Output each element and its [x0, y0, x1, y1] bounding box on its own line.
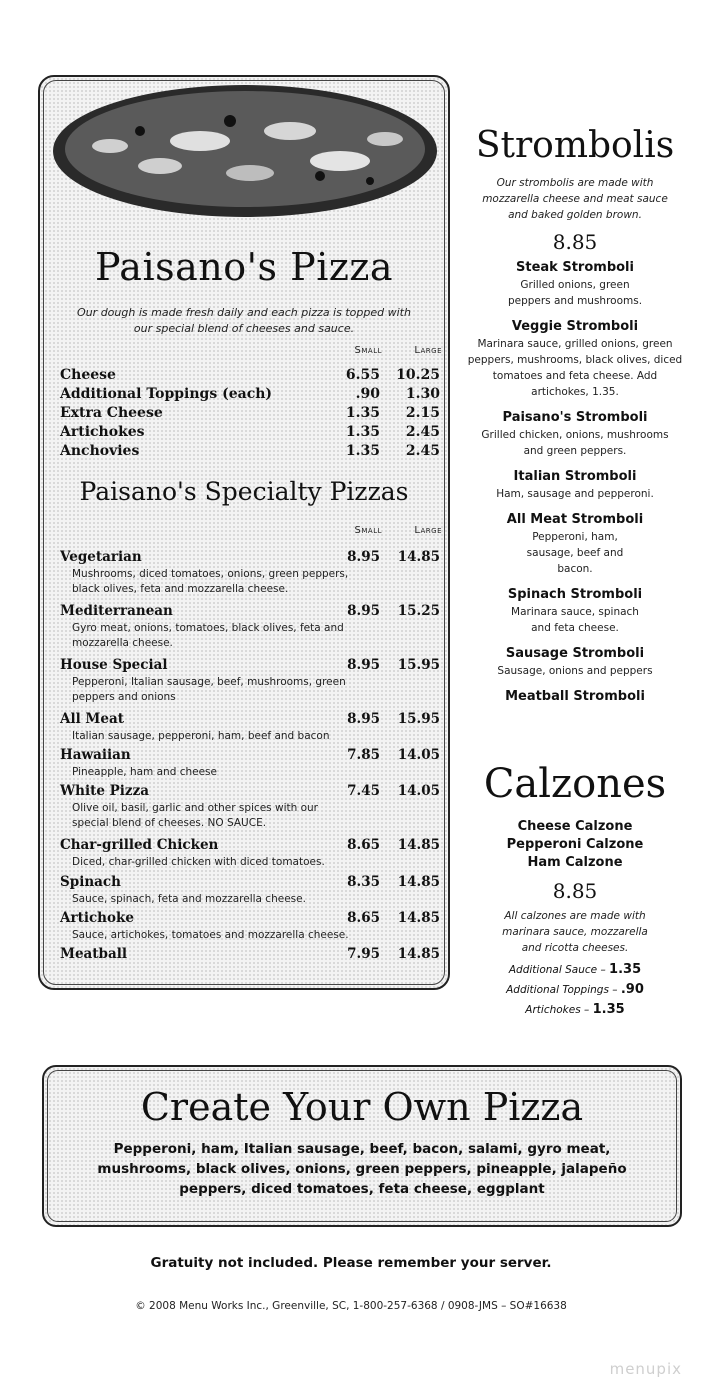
pizza-item-small-price: 1.35: [345, 405, 380, 421]
specialty-item-name: Vegetarian: [60, 549, 142, 565]
specialty-item-desc: Sauce, spinach, feta and mozzarella cheese.: [72, 893, 306, 905]
specialty-item-large-price: 15.95: [397, 657, 440, 673]
pizza-illustration: [50, 81, 440, 221]
calzone-extra-price: 1.35: [609, 962, 642, 977]
specialty-item-desc: Olive oil, basil, garlic and other spices with our special blend of cheeses. NO SAUCE.: [72, 802, 318, 829]
specialty-item: [60, 711, 440, 744]
pizza-item-small-price: 1.35: [345, 424, 380, 440]
pizza-item-name: Artichokes: [60, 424, 145, 440]
stromboli-item: [455, 511, 695, 577]
specialty-item-desc: Pepperoni, Italian sausage, beef, mushrooms, green peppers and onions: [72, 676, 346, 703]
specialty-item: [60, 657, 440, 705]
specialty-item-small-price: 8.95: [347, 603, 380, 619]
calzone-extra: Additional Sauce – 1.35: [508, 962, 642, 977]
specialty-item-name: House Special: [60, 657, 168, 673]
specialty-item: [60, 747, 440, 780]
pizza-item: [60, 386, 440, 405]
specialty-item: [60, 837, 440, 870]
calzone-name: Ham Calzone: [527, 855, 623, 870]
stromboli-name: Steak Stromboli: [516, 260, 634, 275]
stromboli-desc: Grilled chicken, onions, mushrooms and green peppers.: [481, 429, 669, 457]
stromboli-desc: Sausage, onions and peppers: [497, 665, 653, 677]
copyright: © 2008 Menu Works Inc., Greenville, SC, 1-800-257-6368 / 0908-JMS – SO#16638: [135, 1300, 567, 1312]
calzone-extra-label: Artichokes: [525, 1004, 581, 1016]
stromboli-desc: Marinara sauce, spinach and feta cheese.: [511, 606, 639, 634]
strombolis-price: 8.85: [552, 230, 598, 254]
pizza-item: [60, 405, 440, 424]
specialty-item-small-price: 8.95: [347, 549, 380, 565]
pizza-item-name: Anchovies: [60, 443, 140, 459]
pizza-item-small-price: .90: [355, 386, 380, 402]
stromboli-name: Spinach Stromboli: [507, 587, 643, 602]
specialty-item-desc: Mushrooms, diced tomatoes, onions, green peppers, black olives, feta and mozzarella cheese.: [72, 568, 349, 595]
specialty-item-name: Mediterranean: [60, 603, 173, 619]
calzones-title: Calzones: [483, 761, 667, 807]
specialty-item-small-price: 7.95: [347, 946, 380, 962]
specialty-item-small-price: 7.45: [347, 783, 380, 799]
specialty-item-large-price: 15.25: [397, 603, 440, 619]
specialty-item-small-price: 8.65: [347, 910, 380, 926]
specialty-item-small-price: 8.95: [347, 711, 380, 727]
create-your-own-panel: [42, 1065, 682, 1227]
specialty-item-small-price: 7.85: [347, 747, 380, 763]
calzone-extra: Additional Toppings – .90: [506, 982, 644, 997]
specialty-item-name: Artichoke: [60, 910, 134, 926]
strombolis-section: [455, 125, 695, 706]
stromboli-name: Veggie Stromboli: [511, 319, 639, 334]
pizza-item-name: Extra Cheese: [60, 405, 163, 421]
pizza-item-large-price: 10.25: [396, 367, 440, 383]
stromboli-item: [455, 586, 695, 636]
pizza-item-small-price: 6.55: [345, 367, 380, 383]
stromboli-desc: Pepperoni, ham, sausage, beef and bacon.: [526, 531, 624, 575]
specialty-item-large-price: 14.05: [397, 747, 440, 763]
stromboli-name: All Meat Stromboli: [506, 512, 644, 527]
stromboli-item: [455, 259, 695, 309]
stromboli-item: [455, 409, 695, 459]
specialty-item: [60, 549, 440, 597]
strombolis-intro: Our strombolis are made with mozzarella cheese and meat sauce and baked golden brown.: [482, 177, 668, 221]
specialty-item: [60, 783, 440, 831]
calzones-section: [455, 760, 695, 1020]
column-header-large: Large: [414, 525, 442, 536]
specialty-item-large-price: 14.85: [397, 946, 440, 962]
specialty-item: [60, 910, 440, 943]
calzone-extra-label: Additional Sauce: [508, 964, 598, 976]
pizza-item: [60, 367, 440, 386]
pizza-item: [60, 424, 440, 443]
calzone-extra-price: .90: [620, 982, 644, 997]
calzone-name: Cheese Calzone: [517, 819, 633, 834]
gratuity-note: Gratuity not included. Please remember your server.: [150, 1255, 552, 1271]
specialty-item-desc: Diced, char-grilled chicken with diced tomatoes.: [72, 856, 325, 868]
specialty-item-small-price: 8.65: [347, 837, 380, 853]
specialty-item-large-price: 14.05: [397, 783, 440, 799]
calzone-name: Pepperoni Calzone: [506, 837, 644, 852]
specialty-item: [60, 603, 440, 651]
specialty-item: [60, 874, 440, 907]
calzone-extra-price: 1.35: [592, 1002, 625, 1017]
specialty-item-large-price: 14.85: [397, 837, 440, 853]
pizza-item-large-price: 1.30: [405, 386, 440, 402]
calzone-extra: Artichokes – 1.35: [525, 1002, 625, 1017]
pizza-menu-panel: [38, 75, 450, 990]
specialty-item-desc: Sauce, artichokes, tomatoes and mozzarella cheese.: [72, 929, 349, 941]
create-title: Create Your Own Pizza: [140, 1085, 584, 1129]
pizza-item-large-price: 2.45: [405, 424, 440, 440]
watermark: menupix: [609, 1360, 682, 1378]
stromboli-item: [455, 645, 695, 679]
specialty-item-large-price: 14.85: [397, 549, 440, 565]
specialty-item-name: Meatball: [60, 946, 127, 962]
calzone-extra-label: Additional Toppings: [506, 984, 609, 996]
specialty-item-large-price: 14.85: [397, 910, 440, 926]
specialty-item-name: White Pizza: [60, 783, 149, 799]
stromboli-desc: Grilled onions, green peppers and mushrooms.: [507, 279, 643, 307]
pizza-item-name: Additional Toppings (each): [60, 386, 273, 402]
stromboli-item: [455, 318, 695, 400]
pizza-item: [60, 443, 440, 462]
specialty-item-large-price: 15.95: [397, 711, 440, 727]
pizza-title: Paisano's Pizza: [94, 245, 394, 289]
specialty-item-large-price: 14.85: [397, 874, 440, 890]
pizza-item-small-price: 1.35: [345, 443, 380, 459]
specialty-item-desc: Gyro meat, onions, tomatoes, black olives, feta and mozzarella cheese.: [72, 622, 344, 649]
stromboli-name: Paisano's Stromboli: [502, 410, 648, 425]
column-header-large: Large: [414, 345, 442, 356]
column-header-small: Small: [354, 525, 382, 536]
specialty-item-small-price: 8.95: [347, 657, 380, 673]
specialty-item: [60, 946, 440, 964]
pizza-item-large-price: 2.45: [405, 443, 440, 459]
pizza-item-large-price: 2.15: [405, 405, 440, 421]
stromboli-name: Meatball Stromboli: [505, 689, 645, 704]
create-toppings: Pepperoni, ham, Italian sausage, beef, bacon, salami, gyro meat, mushrooms, black olives, onions, green peppers, pineapple, jalapeño peppers, diced tomatoes, feta cheese, eggplant: [97, 1141, 627, 1197]
pizza-intro: Our dough is made fresh daily and each pizza is topped with our special blend of cheeses and sauce.: [77, 306, 411, 335]
column-header-small: Small: [354, 345, 382, 356]
specialty-item-small-price: 8.35: [347, 874, 380, 890]
specialty-item-desc: Italian sausage, pepperoni, ham, beef and bacon: [72, 730, 330, 742]
stromboli-name: Sausage Stromboli: [505, 646, 645, 661]
specialty-title: Paisano's Specialty Pizzas: [79, 477, 409, 506]
specialty-item-name: Char-grilled Chicken: [60, 837, 219, 853]
pizza-item-name: Cheese: [60, 367, 116, 383]
specialty-item-name: Hawaiian: [60, 747, 131, 763]
specialty-item-name: Spinach: [60, 874, 121, 890]
specialty-item-name: All Meat: [60, 711, 124, 727]
stromboli-name: Italian Stromboli: [513, 469, 637, 484]
specialty-item-desc: Pineapple, ham and cheese: [72, 766, 217, 778]
stromboli-desc: Ham, sausage and pepperoni.: [496, 488, 654, 500]
calzones-price: 8.85: [552, 879, 598, 903]
stromboli-desc: Marinara sauce, grilled onions, green peppers, mushrooms, black olives, diced tomatoes and feta cheese. Add artichokes, 1.35.: [467, 338, 683, 398]
calzones-note: All calzones are made with marinara sauce, mozzarella and ricotta cheeses.: [502, 910, 648, 954]
stromboli-item: [455, 688, 695, 706]
strombolis-title: Strombolis: [475, 125, 675, 166]
stromboli-item: [455, 468, 695, 502]
